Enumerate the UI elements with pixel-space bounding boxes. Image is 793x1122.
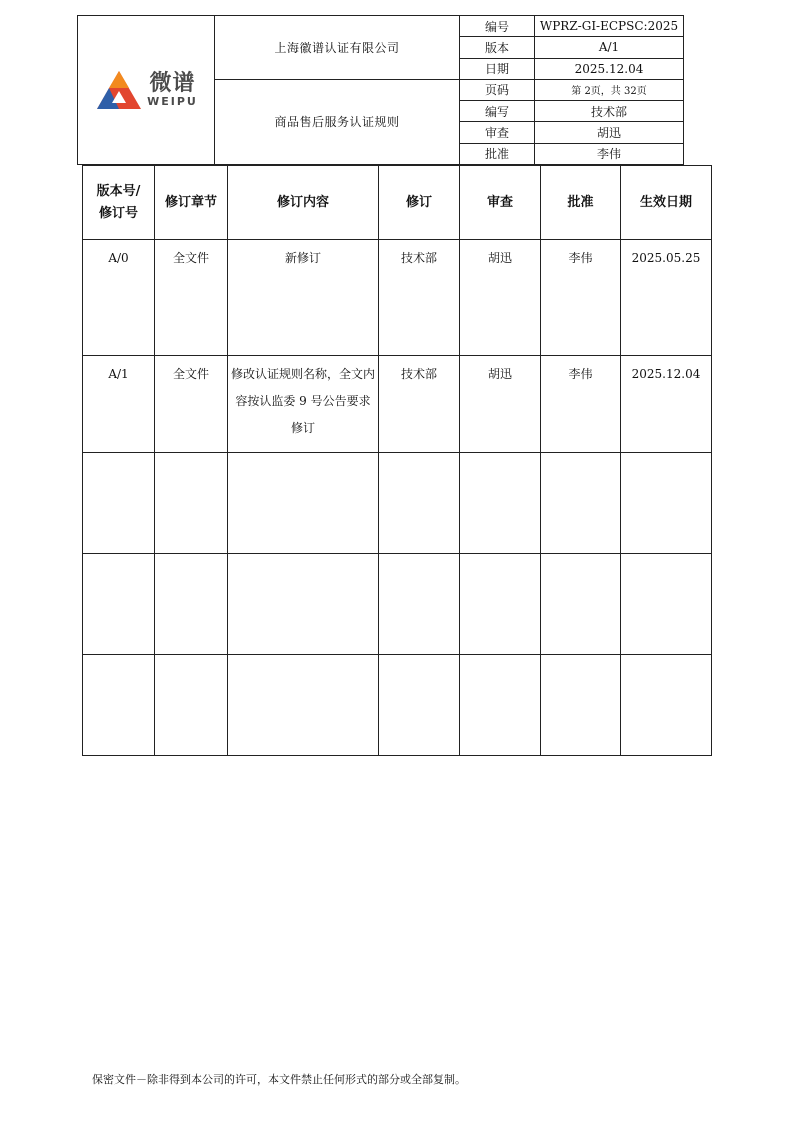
field-value-date: 2025.12.04	[535, 58, 684, 79]
cell-chapter: 全文件	[155, 356, 228, 453]
empty-cell	[460, 655, 541, 756]
empty-cell	[541, 655, 621, 756]
cell-version: A/1	[83, 356, 155, 453]
field-value-reviewer: 胡迅	[535, 122, 684, 143]
cell-revised-by: 技术部	[379, 356, 460, 453]
field-label-author: 编写	[460, 101, 535, 122]
document-header	[77, 15, 684, 165]
empty-cell	[621, 554, 712, 655]
cell-content: 新修订	[228, 240, 379, 356]
cell-approved-by: 李伟	[541, 240, 621, 356]
empty-cell	[621, 655, 712, 756]
empty-table-row	[83, 655, 712, 756]
col-header-revised: 修订	[379, 166, 460, 240]
empty-cell	[83, 453, 155, 554]
empty-table-row	[83, 554, 712, 655]
confidentiality-note: 保密文件－除非得到本公司的许可，本文件禁止任何形式的部分或全部复制。	[92, 1073, 466, 1086]
field-value-approver: 李伟	[535, 143, 684, 164]
cell-reviewed-by: 胡迅	[460, 356, 541, 453]
cell-effective-date: 2025.05.25	[621, 240, 712, 356]
cell-reviewed-by: 胡迅	[460, 240, 541, 356]
field-label-date: 日期	[460, 58, 535, 79]
cell-effective-date: 2025.12.04	[621, 356, 712, 453]
col-header-approved: 批准	[541, 166, 621, 240]
empty-cell	[83, 554, 155, 655]
col-header-chapter: 修订章节	[155, 166, 228, 240]
empty-cell	[621, 453, 712, 554]
field-label-number: 编号	[460, 16, 535, 37]
empty-cell	[379, 655, 460, 756]
field-value-author: 技术部	[535, 101, 684, 122]
field-value-number: WPRZ-GI-ECPSC:2025	[535, 16, 684, 37]
document-title: 商品售后服务认证规则	[215, 79, 460, 164]
field-label-reviewer: 审查	[460, 122, 535, 143]
table-header-row	[83, 166, 712, 240]
empty-cell	[155, 554, 228, 655]
empty-cell	[155, 655, 228, 756]
field-label-version: 版本	[460, 37, 535, 58]
logo-chinese-text: 微谱	[149, 71, 196, 96]
empty-cell	[83, 655, 155, 756]
empty-cell	[379, 453, 460, 554]
field-value-page: 第 2页，共 32页	[535, 79, 684, 100]
revision-history-table	[82, 165, 712, 756]
cell-approved-by: 李伟	[541, 356, 621, 453]
empty-cell	[155, 453, 228, 554]
col-header-effective-date: 生效日期	[621, 166, 712, 240]
empty-cell	[541, 554, 621, 655]
empty-cell	[541, 453, 621, 554]
empty-cell	[228, 453, 379, 554]
company-name: 上海徽谱认证有限公司	[215, 16, 460, 80]
table-row	[83, 356, 712, 453]
cell-content: 修改认证规则名称，全文内容按认监委 9 号公告要求修订	[228, 356, 379, 453]
table-row	[83, 240, 712, 356]
col-header-content: 修订内容	[228, 166, 379, 240]
logo-english-text: WEIPU	[147, 95, 198, 108]
field-label-approver: 批准	[460, 143, 535, 164]
cell-version: A/0	[83, 240, 155, 356]
col-header-version: 版本号/修订号	[83, 166, 155, 240]
empty-cell	[460, 554, 541, 655]
cell-revised-by: 技术部	[379, 240, 460, 356]
empty-cell	[228, 554, 379, 655]
weipu-logo-icon	[95, 69, 143, 111]
empty-table-row	[83, 453, 712, 554]
field-label-page: 页码	[460, 79, 535, 100]
cell-chapter: 全文件	[155, 240, 228, 356]
field-value-version: A/1	[535, 37, 684, 58]
empty-cell	[460, 453, 541, 554]
empty-cell	[379, 554, 460, 655]
company-logo	[78, 16, 215, 165]
empty-cell	[228, 655, 379, 756]
col-header-reviewed: 审查	[460, 166, 541, 240]
